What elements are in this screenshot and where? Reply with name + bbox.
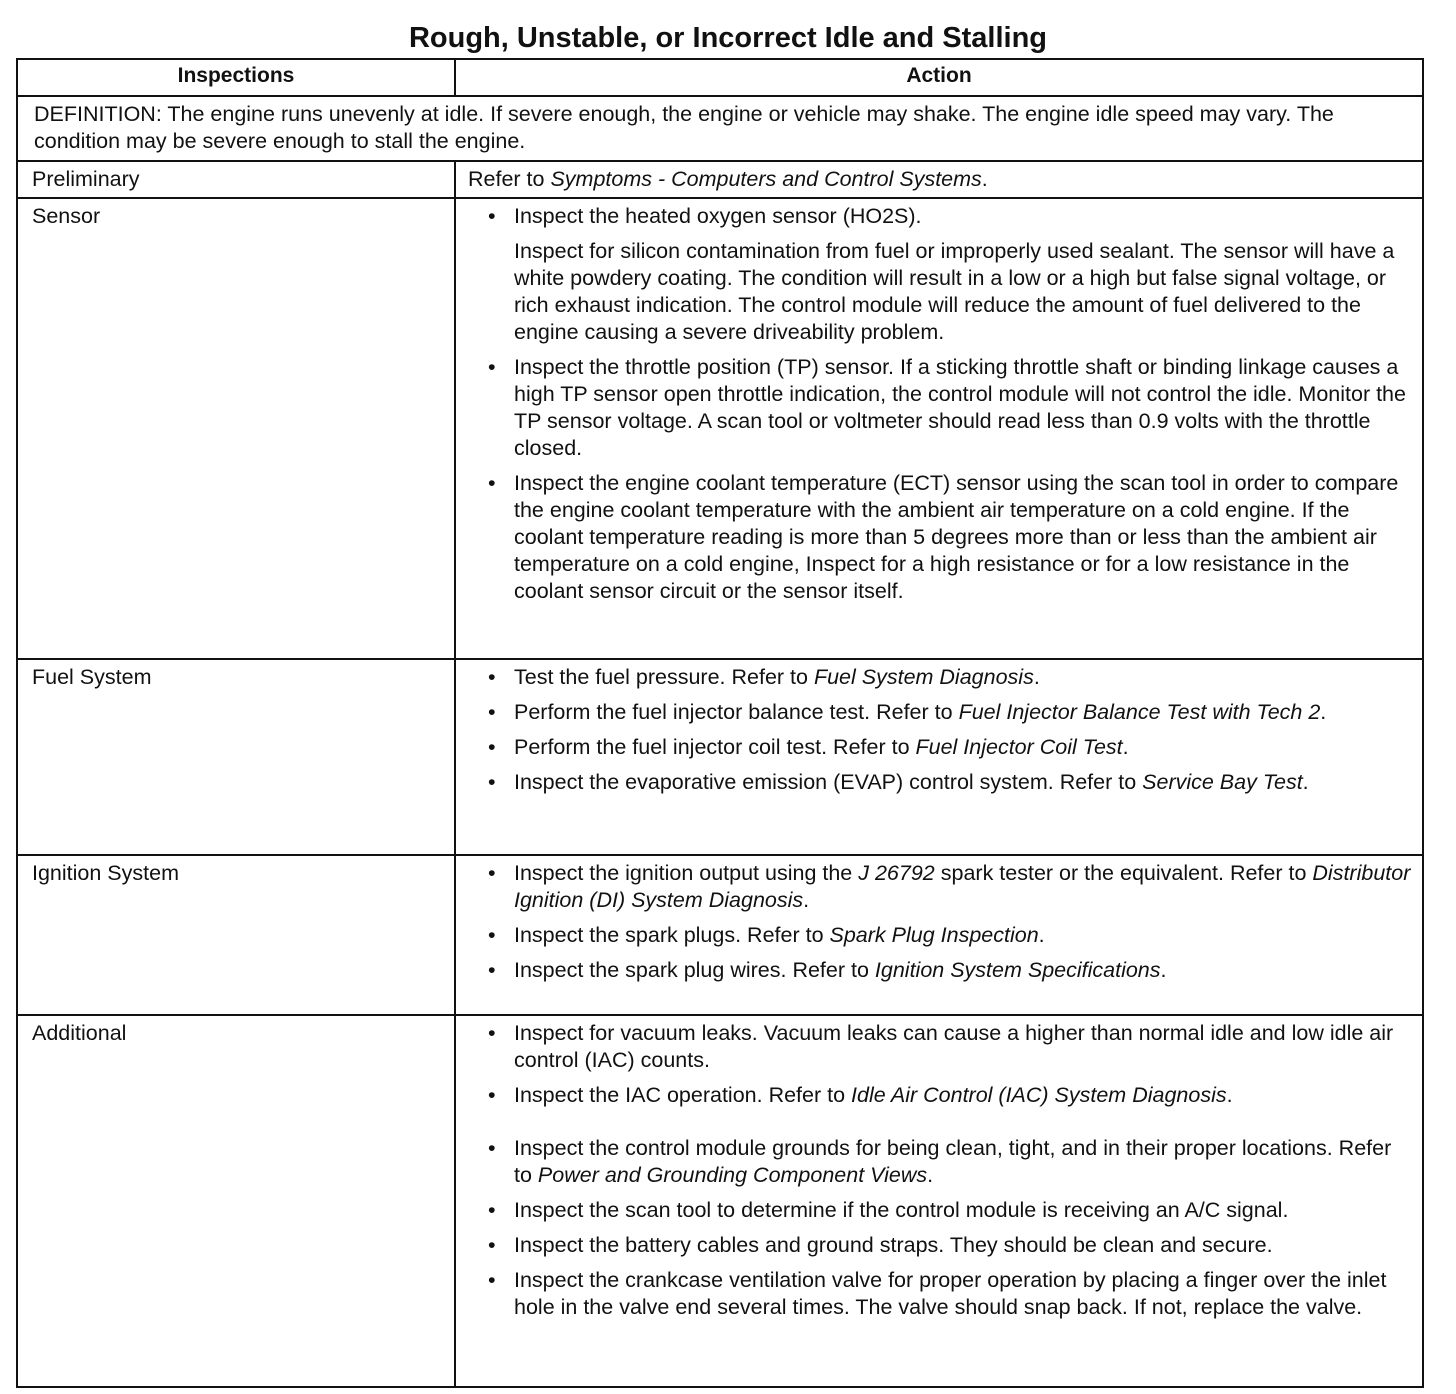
coil-test-step: [514, 734, 1412, 761]
list-item: [488, 1135, 1412, 1189]
plug-wires-step: [514, 957, 1412, 984]
additional-row: [17, 1015, 1423, 1387]
list-item: [488, 734, 1412, 761]
ignition-specs-ref: Ignition System Specifications: [874, 958, 1161, 982]
list-item: [488, 354, 1412, 462]
definition-text: DEFINITION: The engine runs unevenly at idle. If severe enough, the engine or vehicle may shake. The engine idle speed may vary. The condition may be severe enough to stall the engine.: [17, 96, 1423, 161]
evap-ref: Service Bay Test: [1142, 770, 1303, 794]
fuel-label: Fuel System: [17, 659, 455, 855]
step-text: Test the fuel pressure. Refer to: [514, 665, 814, 689]
period: .: [1160, 958, 1167, 982]
step-text: Inspect the evaporative emission (EVAP) control system. Refer to: [514, 770, 1143, 794]
bullet-icon: •: [488, 770, 496, 794]
preliminary-prefix: Refer to: [468, 167, 551, 191]
preliminary-action: [455, 161, 1423, 198]
sensor-label: Sensor: [17, 198, 455, 659]
grounds-step: [514, 1135, 1412, 1189]
list-item: [488, 769, 1412, 796]
list-item: [488, 957, 1412, 984]
list-item: [488, 1232, 1412, 1259]
step-text: spark tester or the equivalent. Refer to: [934, 861, 1313, 885]
ect-step: Inspect the engine coolant temperature (ECT) sensor using the scan tool in order to compare the engine coolant temperature with the ambient air temperature on a cold engine. If the coolant temperature reading is more than 5 degrees more than or less than the ambient air temperature on a cold engine, Inspect for a high resistance or for a low resistance in the coolant sensor circuit or the sensor itself.: [514, 471, 1399, 603]
ignition-row: [17, 855, 1423, 1015]
list-item: [488, 203, 1412, 346]
definition-row: [17, 96, 1423, 161]
step-text: Perform the fuel injector coil test. Refer to: [514, 735, 916, 759]
list-item: [488, 1267, 1412, 1321]
period: .: [1302, 770, 1309, 794]
period: .: [1320, 700, 1327, 724]
bullet-icon: •: [488, 355, 496, 379]
bullet-icon: •: [488, 1021, 496, 1045]
bullet-icon: •: [488, 1198, 496, 1222]
ho2s-step: Inspect the heated oxygen sensor (HO2S).: [514, 204, 922, 228]
fuel-pressure-ref: Fuel System Diagnosis: [813, 665, 1034, 689]
ignition-output-step: [514, 860, 1412, 914]
table-header-row: [17, 59, 1423, 96]
list-item: [488, 664, 1412, 691]
sensor-row: [17, 198, 1423, 659]
period: .: [803, 888, 810, 912]
bullet-icon: •: [488, 1268, 496, 1292]
period: .: [1226, 1083, 1233, 1107]
bullet-icon: •: [488, 700, 496, 724]
list-item: [488, 1082, 1412, 1109]
fuel-pressure-step: [514, 664, 1412, 691]
battery-step: Inspect the battery cables and ground straps. They should be clean and secure.: [514, 1233, 1273, 1257]
ho2s-detail: Inspect for silicon contamination from fuel or improperly used sealant. The sensor will have a white powdery coating. The condition will result in a low or a high but false signal voltage, or rich exhaust indication. The control module will reduce the amount of fuel delivered to the engine causing a severe driveability problem.: [514, 239, 1395, 344]
tp-step: Inspect the throttle position (TP) sensor. If a sticking throttle shaft or binding linkage causes a high TP sensor open throttle indication, the control module will not control the idle. Monitor the TP sensor voltage. A scan tool or voltmeter should read less than 0.9 volts with the throttle closed.: [514, 355, 1406, 460]
coil-test-ref: Fuel Injector Coil Test: [915, 735, 1123, 759]
preliminary-suffix: .: [981, 167, 988, 191]
grounds-ref: Power and Grounding Component Views: [537, 1163, 928, 1187]
list-item: [488, 470, 1412, 605]
preliminary-ref: Symptoms - Computers and Control Systems: [550, 167, 982, 191]
period: .: [1122, 735, 1129, 759]
bullet-icon: •: [488, 471, 496, 495]
iac-step: [514, 1082, 1412, 1109]
list-item: [488, 1197, 1412, 1224]
preliminary-label: Preliminary: [17, 161, 455, 198]
preliminary-row: [17, 161, 1423, 198]
bullet-icon: •: [488, 665, 496, 689]
sensor-actions: [455, 198, 1423, 659]
di-diagnosis-ref: Distributor Ignition (DI) System Diagnosis: [514, 861, 1411, 912]
step-text: Inspect the spark plug wires. Refer to: [514, 958, 875, 982]
spark-plug-ref: Spark Plug Inspection: [829, 923, 1039, 947]
bullet-icon: •: [488, 1083, 496, 1107]
list-item: [488, 699, 1412, 726]
spark-plugs-step: [514, 922, 1412, 949]
tool-number: J 26792: [858, 861, 935, 885]
action-header: Action: [455, 59, 1423, 96]
iac-ref: Idle Air Control (IAC) System Diagnosis: [851, 1083, 1227, 1107]
bullet-icon: •: [488, 958, 496, 982]
bullet-icon: •: [488, 923, 496, 947]
fuel-actions: [455, 659, 1423, 855]
balance-test-step: [514, 699, 1412, 726]
step-text: Inspect the IAC operation. Refer to: [514, 1083, 852, 1107]
additional-actions: [455, 1015, 1423, 1387]
evap-step: [514, 769, 1412, 796]
list-item: [488, 860, 1412, 914]
step-text: Inspect the control module grounds for being clean, tight, and in their proper locations. Refer to: [514, 1136, 1392, 1187]
step-text: Inspect the ignition output using the: [514, 861, 859, 885]
diagnosis-table: [16, 58, 1424, 1388]
pcv-step: Inspect the crankcase ventilation valve for proper operation by placing a finger over the inlet hole in the valve end several times. The valve should snap back. If not, replace the valve.: [514, 1268, 1387, 1319]
bullet-icon: •: [488, 1233, 496, 1257]
period: .: [1038, 923, 1045, 947]
balance-test-ref: Fuel Injector Balance Test with Tech 2: [958, 700, 1321, 724]
additional-label: Additional: [17, 1015, 455, 1387]
ignition-label: Ignition System: [17, 855, 455, 1015]
bullet-icon: •: [488, 1136, 496, 1160]
period: .: [1033, 665, 1040, 689]
list-item: [488, 922, 1412, 949]
vacuum-step: Inspect for vacuum leaks. Vacuum leaks can cause a higher than normal idle and low idle air control (IAC) counts.: [514, 1021, 1394, 1072]
ignition-actions: [455, 855, 1423, 1015]
step-text: Inspect the spark plugs. Refer to: [514, 923, 830, 947]
period: .: [927, 1163, 934, 1187]
ac-signal-step: Inspect the scan tool to determine if the control module is receiving an A/C signal.: [514, 1198, 1289, 1222]
page-title: Rough, Unstable, or Incorrect Idle and Stalling: [408, 22, 1048, 54]
bullet-icon: •: [488, 735, 496, 759]
bullet-icon: •: [488, 204, 496, 228]
fuel-row: [17, 659, 1423, 855]
inspections-header: Inspections: [17, 59, 455, 96]
list-item: [488, 1020, 1412, 1074]
step-text: Perform the fuel injector balance test. Refer to: [514, 700, 959, 724]
bullet-icon: •: [488, 861, 496, 885]
